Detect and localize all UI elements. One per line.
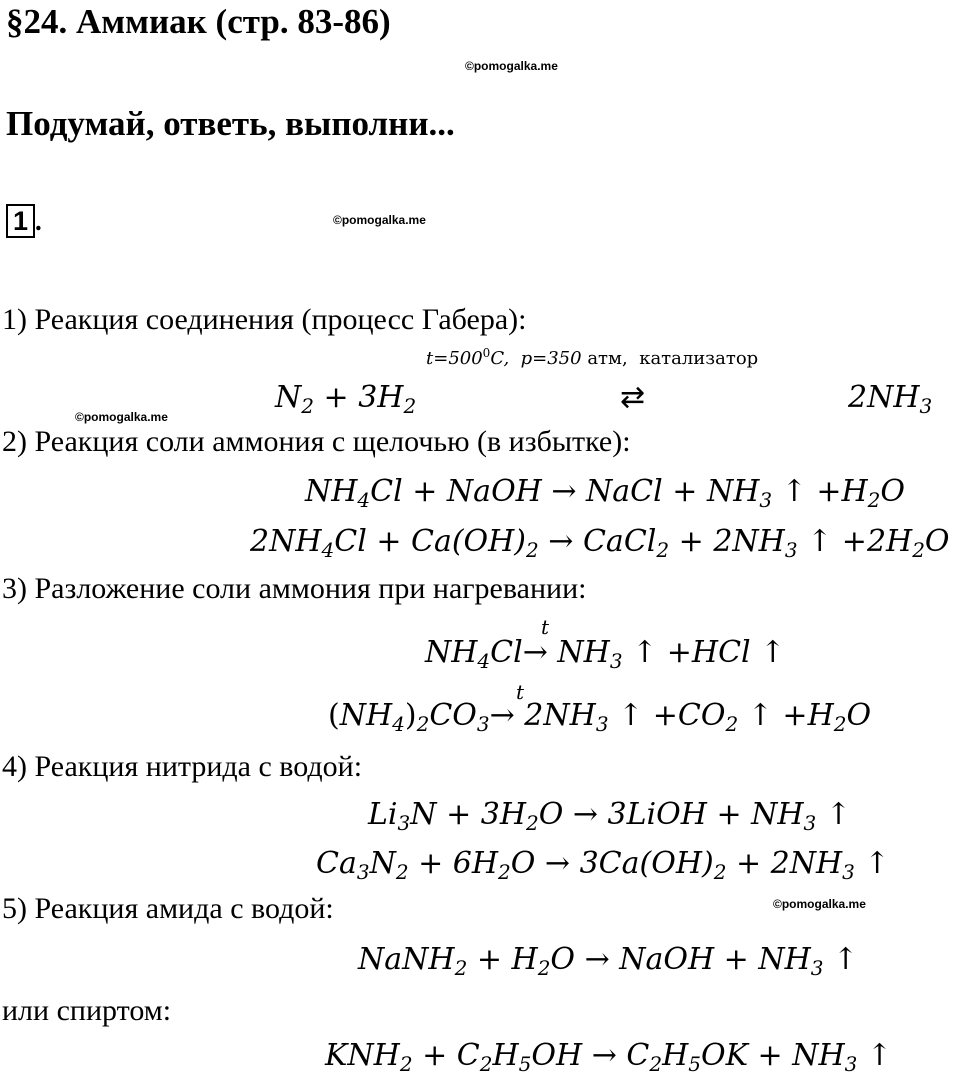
watermark: ©pomogalka.me xyxy=(75,410,168,424)
equation: $NH_4Cl\to NH_3$ ↑ +HCl ↑ xyxy=(425,635,786,673)
equation: $NH_4Cl$ + NaOH → NaCl + $NH_3$ ↑ $+H_2O$ xyxy=(305,474,905,512)
section-label: или спиртом: xyxy=(2,994,172,1027)
task-number-suffix: . xyxy=(35,206,42,236)
section-subtitle: Подумай, ответь, выполни... xyxy=(6,104,455,143)
equation: $Li_3N + 3H_2O$ → 3LiOH + $NH_3$ ↑ xyxy=(368,797,851,835)
equation-right: $2NH_3$ xyxy=(848,380,933,418)
equation: $2NH_4Cl + Ca(OH)_2$ → CaCl$_2$ + $2NH_3$ ↑ $+2H_2O$ xyxy=(250,524,950,562)
equation: $(NH_4)_2CO_3\to 2NH_3$ ↑ $+CO_2$ ↑ $+H_2O$ xyxy=(328,698,872,736)
task-number-box: 1 xyxy=(6,204,35,238)
watermark: ©pomogalka.me xyxy=(333,213,426,227)
heat-label: t xyxy=(516,680,525,704)
section-label: 4) Реакция нитрида с водой: xyxy=(2,750,363,783)
equilibrium-arrow: ⇄ xyxy=(620,380,646,415)
section-label: 1) Реакция соединения (процесс Габера): xyxy=(2,303,527,336)
reaction-conditions: $t=500^0C$, p=350 атм, катализатор xyxy=(426,346,759,369)
equation: NaNH$_2$ + $H_2O$ → NaOH + $NH_3$ ↑ xyxy=(358,942,859,980)
section-label: 3) Разложение соли аммония при нагревании: xyxy=(2,572,587,605)
watermark: ©pomogalka.me xyxy=(773,897,866,911)
page-title: §24. Аммиак (стр. 83-86) xyxy=(6,2,391,41)
section-label: 2) Реакция соли аммония с щелочью (в избытке): xyxy=(2,425,631,458)
task-number xyxy=(6,204,42,238)
watermark: ©pomogalka.me xyxy=(465,59,558,73)
equation: $KNH_2 + C_2H_5OH \to C_2H_5OK + NH_3$ ↑ xyxy=(325,1038,893,1076)
equation: $Ca_3N_2 + 6H_2O \to 3Ca(OH)_2 + 2NH_3$ ↑ xyxy=(316,846,890,884)
heat-label: t xyxy=(541,615,550,639)
section-label: 5) Реакция амида с водой: xyxy=(2,892,334,925)
equation-left: $N_2 + 3H_2$ xyxy=(275,380,417,418)
